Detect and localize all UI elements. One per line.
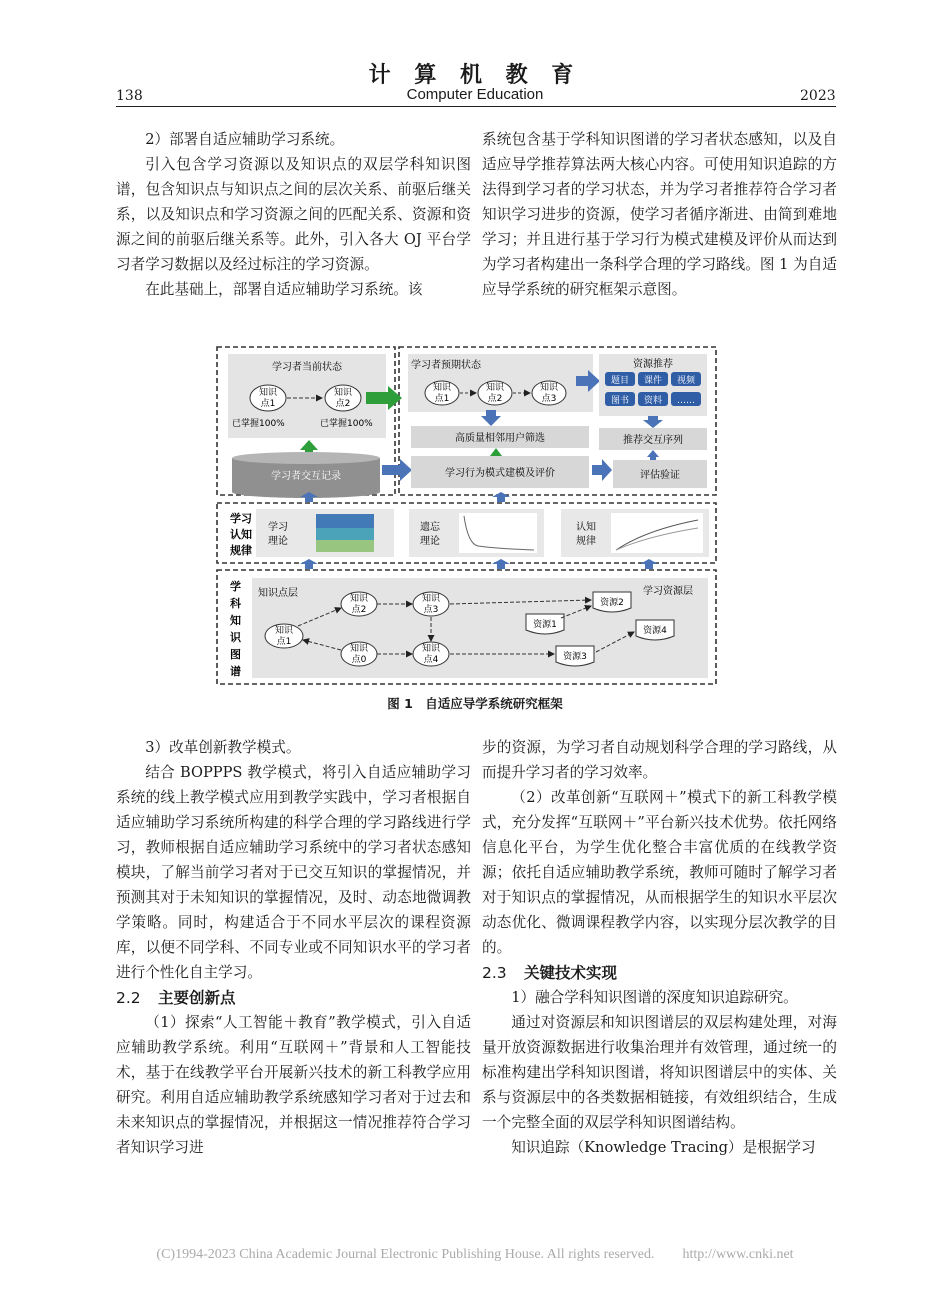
svg-text:点2: 点2: [335, 399, 351, 409]
svg-text:科: 科: [230, 597, 241, 610]
evaluation-box: [613, 460, 707, 488]
svg-text:知识点层: 知识点层: [258, 588, 298, 599]
svg-text:认知: 认知: [230, 528, 252, 541]
svg-text:知识: 知识: [349, 594, 369, 604]
similar-users-box: [411, 426, 589, 448]
svg-text:……: ……: [677, 396, 695, 406]
svg-text:资料: 资料: [643, 396, 663, 406]
current-state-title: 学习者当前状态: [272, 362, 342, 373]
paragraph: 通过对资源层和知识图谱层的双层构建处理，对海量开放资源数据进行收集治理并有效管理，通过统一的标准构建出学科知识图谱，将知识图谱层中的实体、关系与资源层中的各类数据相链接，有效组织结合，生成一个完整全面的双层学科知识图谱结构。: [482, 1014, 837, 1131]
svg-text:规律: 规律: [576, 536, 596, 547]
paragraph: 2）部署自适应辅助学习系统。: [145, 131, 345, 148]
svg-text:已掌握100%: 已掌握100%: [320, 419, 373, 429]
svg-text:资源1: 资源1: [533, 620, 557, 630]
svg-text:视频: 视频: [676, 376, 696, 386]
header-rule: [116, 106, 836, 107]
paragraph: （2）改革创新“互联网＋”模式下的新工科教学模式，充分发挥“互联网＋”平台新兴技术优势。依托网络信息化平台，为学生优化整合丰富优质的在线教学资源；依托自适应辅助教学系统，教师可随时了解学习者对于知识点的掌握情况，从而根据学生的知识水平层次动态优化、微调课程教学内容，以实现分层次教学的目的。: [482, 789, 837, 956]
left-column-bottom: [116, 735, 471, 1160]
resource-rec-panel: [599, 354, 707, 416]
svg-text:理论: 理论: [268, 536, 288, 547]
right-column-bottom: [482, 735, 837, 1160]
svg-text:知识: 知识: [539, 383, 559, 393]
svg-text:点4: 点4: [423, 655, 439, 665]
svg-text:知识: 知识: [485, 383, 505, 393]
svg-text:点1: 点1: [434, 394, 450, 404]
svg-text:学习资源层: 学习资源层: [643, 586, 693, 597]
svg-text:资源3: 资源3: [563, 652, 587, 662]
svg-text:点2: 点2: [487, 394, 503, 404]
page-number: 138: [116, 88, 143, 104]
svg-text:推荐交互序列: 推荐交互序列: [623, 435, 683, 446]
left-column-top: [116, 127, 471, 302]
interaction-record: [232, 452, 380, 498]
paragraph: 系统包含基于学科知识图谱的学习者状态感知，以及自适应导学推荐算法两大核心内容。可使用知识追踪的方法得到学习者的学习状态，并为学习者推荐符合学习者知识学习进步的资源，使学习者循序渐进、由简到难地学习；并且进行基于学习行为模式建模及评价从而达到为学习者构建出一条科学合理的学习路线。图 1 为自适应导学系统的研究框架示意图。: [482, 131, 837, 298]
svg-text:学习: 学习: [230, 512, 252, 525]
learning-theory-card: [256, 509, 394, 557]
svg-text:知识: 知识: [333, 388, 353, 398]
svg-text:识: 识: [230, 631, 241, 644]
figure-1: [216, 346, 718, 686]
svg-text:图书: 图书: [610, 396, 630, 406]
journal-title-cn: 计 算 机 教 育: [368, 63, 582, 88]
knowledge-layer: [252, 578, 490, 678]
svg-text:题目: 题目: [610, 376, 630, 386]
svg-text:图: 图: [230, 648, 241, 661]
svg-text:资源4: 资源4: [643, 626, 667, 636]
resource-layer: [450, 578, 708, 678]
current-state-panel: [228, 354, 386, 438]
svg-text:学习者预期状态: 学习者预期状态: [411, 360, 481, 371]
paragraph: （1）探索“人工智能＋教育”教学模式，引入自适应辅助教学系统。利用“互联网＋”背景和人工智能技术，基于在线教学平台开展新兴技术的新工科教学应用研究。利用自适应辅助教学系统感知学习者对于过去和未来知识点的掌握情况，并根据这一情况推荐符合学习者知识学习进: [116, 1014, 471, 1156]
svg-text:谱: 谱: [230, 665, 241, 678]
section-heading-2-2: 2.2 主要创新点: [116, 989, 236, 1007]
svg-text:学习者交互记录: 学习者交互记录: [271, 471, 341, 482]
svg-text:点1: 点1: [260, 399, 276, 409]
journal-year: 2023: [800, 88, 836, 104]
cognitive-rule-card: [561, 509, 709, 557]
svg-text:评估验证: 评估验证: [640, 470, 680, 481]
svg-text:学: 学: [230, 580, 241, 593]
svg-text:学习: 学习: [268, 522, 288, 533]
svg-text:高质量相邻用户筛选: 高质量相邻用户筛选: [455, 433, 545, 444]
svg-text:点3: 点3: [541, 394, 557, 404]
svg-text:理论: 理论: [420, 536, 440, 547]
paragraph: 引入包含学习资源以及知识点的双层学科知识图谱，包含知识点与知识点之间的层次关系、前驱后继关系，以及知识点和学习资源之间的匹配关系、资源和资源之间的前驱后继关系等。此外，引入各大 OJ 平台学习者学习数据以及经过标注的学习资源。: [116, 156, 471, 273]
behavior-model-box: [411, 456, 589, 488]
svg-text:遗忘: 遗忘: [420, 522, 440, 533]
forgetting-theory-card: [409, 509, 544, 557]
copyright-watermark: (C)1994-2023 China Academic Journal Electronic Publishing House. All rights reserved. http://www.cnki.net: [156, 1247, 794, 1262]
paragraph: 知识追踪（Knowledge Tracing）是根据学习: [511, 1139, 816, 1156]
svg-text:资源2: 资源2: [600, 598, 624, 608]
svg-text:已掌握100%: 已掌握100%: [232, 419, 285, 429]
svg-text:规律: 规律: [230, 544, 252, 557]
paragraph: 步的资源，为学习者自动规划科学合理的学习路线，从而提升学习者的学习效率。: [482, 739, 837, 781]
journal-title-en: Computer Education: [406, 86, 544, 103]
kg-vertical-label: [229, 579, 242, 678]
svg-text:点0: 点0: [351, 655, 367, 665]
svg-text:知识: 知识: [258, 388, 278, 398]
svg-text:知识: 知识: [349, 644, 369, 654]
svg-text:课件: 课件: [643, 376, 663, 386]
framework-diagram: [216, 346, 718, 686]
svg-text:知识: 知识: [421, 644, 441, 654]
interaction-seq-box: [599, 428, 707, 450]
paragraph: 3）改革创新教学模式。: [145, 739, 301, 756]
svg-text:知识: 知识: [274, 626, 294, 636]
paragraph: 在此基础上，部署自适应辅助学习系统。该: [145, 281, 423, 298]
expected-state-panel: [408, 354, 593, 412]
svg-text:知识: 知识: [432, 383, 452, 393]
paragraph: 1）融合学科知识图谱的深度知识追踪研究。: [511, 989, 798, 1006]
svg-text:点2: 点2: [351, 605, 367, 615]
figure-caption: 图 1 自适应导学系统研究框架: [387, 696, 563, 711]
svg-text:知: 知: [230, 614, 241, 627]
svg-text:点3: 点3: [423, 605, 439, 615]
svg-text:学习行为模式建模及评价: 学习行为模式建模及评价: [445, 468, 555, 479]
section-heading-2-3: 2.3 关键技术实现: [482, 964, 618, 982]
svg-text:点1: 点1: [276, 637, 292, 647]
right-column-top: [482, 127, 837, 302]
paragraph: 结合 BOPPPS 教学模式，将引入自适应辅助学习系统的线上教学模式应用到教学实践中，学习者根据自适应辅助学习系统所构建的科学合理的学习路线进行学习，教师根据自适应辅助学习系统中的学习者状态感知模块，了解当前学习者对于已交互知识的掌握情况，并预测其对于未知知识的掌握情况，及时、动态地微调教学策略。同时，构建适合于不同水平层次的课程资源库，以便不同学科、不同专业或不同知识水平的学习者进行个性化自主学习。: [116, 764, 471, 981]
svg-text:资源推荐: 资源推荐: [633, 359, 673, 370]
svg-text:认知: 认知: [576, 522, 596, 533]
svg-text:知识: 知识: [421, 594, 441, 604]
